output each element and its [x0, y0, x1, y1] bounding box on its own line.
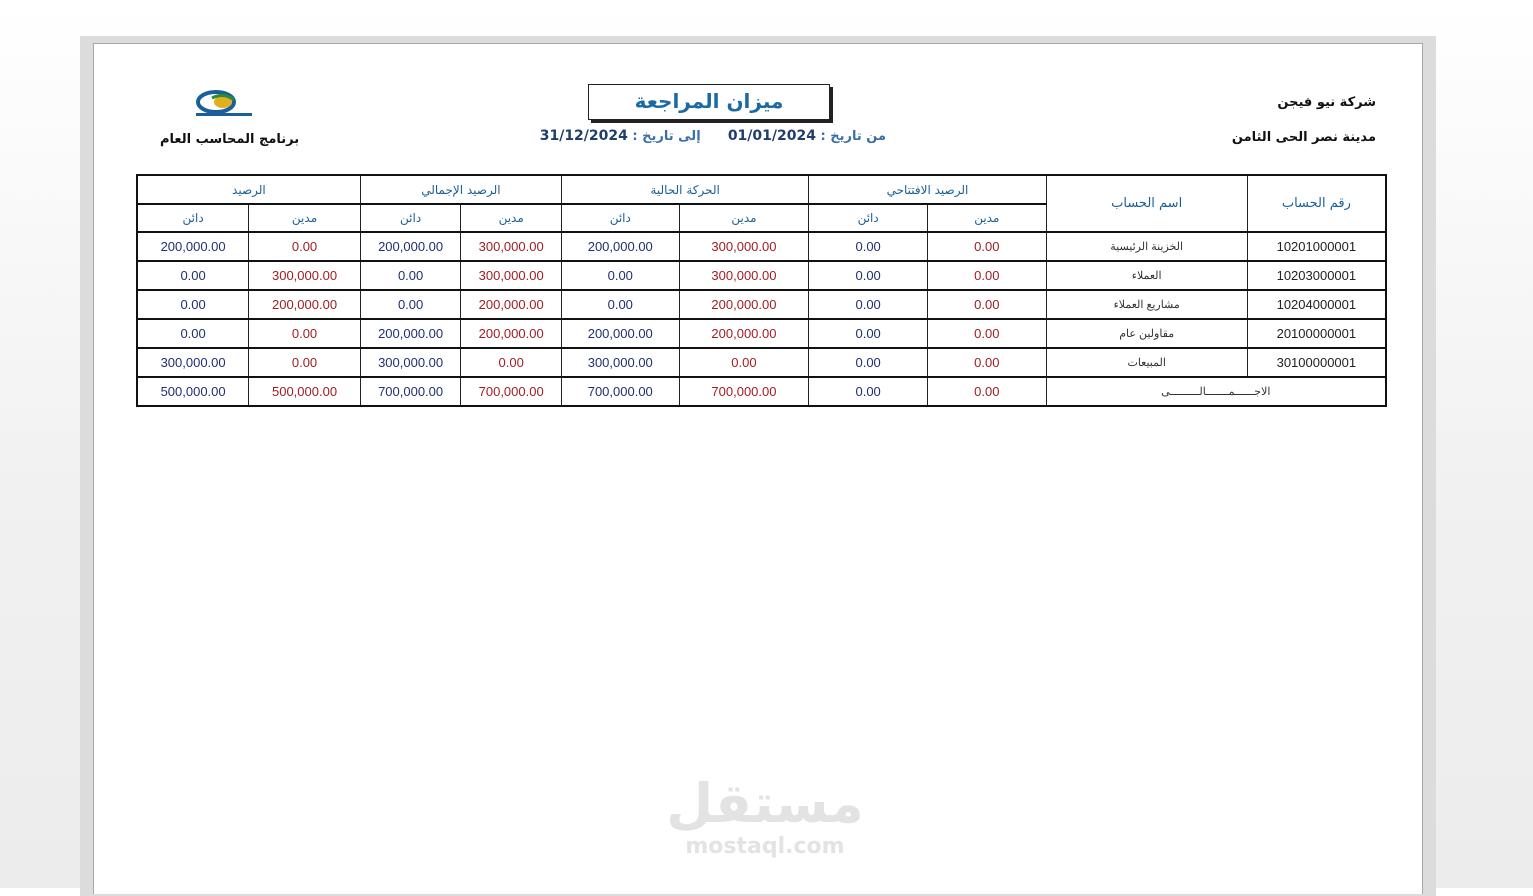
account-name: المبيعات — [1046, 348, 1247, 377]
total-credit: 0.00 — [360, 261, 461, 290]
totals-label: الاجــــــمـــــــالـــــــــى — [1046, 377, 1386, 406]
balance-credit: 0.00 — [137, 290, 249, 319]
total-balance-credit: 500,000.00 — [137, 377, 249, 406]
total-opening-debit: 0.00 — [927, 377, 1046, 406]
total-opening-credit: 0.00 — [809, 377, 928, 406]
movement-credit: 200,000.00 — [561, 319, 679, 348]
balance-debit: 200,000.00 — [249, 290, 361, 319]
opening-credit: 0.00 — [809, 232, 928, 261]
balance-debit: 300,000.00 — [249, 261, 361, 290]
movement-credit: 200,000.00 — [561, 232, 679, 261]
account-number: 10203000001 — [1247, 261, 1386, 290]
account-number: 10204000001 — [1247, 290, 1386, 319]
table-row — [137, 261, 1386, 290]
account-name: مقاولين عام — [1046, 319, 1247, 348]
balance-debit: 0.00 — [249, 319, 361, 348]
opening-debit: 0.00 — [927, 319, 1046, 348]
total-credit: 300,000.00 — [360, 348, 461, 377]
movement-debit: 300,000.00 — [679, 261, 809, 290]
total-debit: 0.00 — [461, 348, 562, 377]
col-balance-credit: دائن — [137, 204, 249, 232]
opening-credit: 0.00 — [809, 319, 928, 348]
col-opening-debit: مدين — [927, 204, 1046, 232]
balance-credit: 0.00 — [137, 261, 249, 290]
movement-debit: 200,000.00 — [679, 319, 809, 348]
watermark-url: mostaql.com — [685, 834, 845, 859]
total-balance-debit: 500,000.00 — [249, 377, 361, 406]
col-movement-debit: مدين — [679, 204, 809, 232]
table-row — [137, 319, 1386, 348]
group-total-balance: الرصيد الإجمالي — [360, 175, 561, 204]
total-total-debit: 700,000.00 — [461, 377, 562, 406]
balance-debit: 0.00 — [249, 348, 361, 377]
movement-credit: 0.00 — [561, 290, 679, 319]
col-movement-credit: دائن — [561, 204, 679, 232]
account-number: 30100000001 — [1247, 348, 1386, 377]
program-name: برنامج المحاسب العام — [160, 132, 300, 147]
account-number: 10201000001 — [1247, 232, 1386, 261]
company-address: مدينة نصر الحى الثامن — [1231, 130, 1376, 145]
opening-credit: 0.00 — [809, 290, 928, 319]
total-debit: 200,000.00 — [461, 290, 562, 319]
movement-credit: 0.00 — [561, 261, 679, 290]
report-sheet — [93, 43, 1423, 894]
company-name: شركة نيو فيجن — [1277, 95, 1376, 110]
account-name: مشاريع العملاء — [1046, 290, 1247, 319]
opening-debit: 0.00 — [927, 261, 1046, 290]
balance-credit: 300,000.00 — [137, 348, 249, 377]
to-date: 31/12/2024 — [539, 128, 628, 144]
group-opening-balance: الرصيد الافتتاحي — [809, 175, 1046, 204]
table-row — [137, 232, 1386, 261]
movement-credit: 300,000.00 — [561, 348, 679, 377]
opening-credit: 0.00 — [809, 348, 928, 377]
table-row — [137, 348, 1386, 377]
balance-debit: 0.00 — [249, 232, 361, 261]
opening-debit: 0.00 — [927, 348, 1046, 377]
report-title: ميزان المراجعة — [588, 84, 830, 120]
opening-debit: 0.00 — [927, 232, 1046, 261]
total-credit: 0.00 — [360, 290, 461, 319]
from-date: 01/01/2024 — [727, 128, 816, 144]
total-credit: 200,000.00 — [360, 232, 461, 261]
to-date-label: إلى تاريخ : — [632, 129, 701, 144]
watermark-arabic: مستقل — [666, 772, 864, 835]
movement-debit: 300,000.00 — [679, 232, 809, 261]
account-number: 20100000001 — [1247, 319, 1386, 348]
movement-debit: 0.00 — [679, 348, 809, 377]
trial-balance-table — [136, 174, 1387, 407]
col-account-number: رقم الحساب — [1247, 175, 1386, 232]
col-balance-debit: مدين — [249, 204, 361, 232]
balance-credit: 0.00 — [137, 319, 249, 348]
group-current-movement: الحركة الحالية — [561, 175, 808, 204]
col-total-credit: دائن — [360, 204, 461, 232]
from-date-label: من تاريخ : — [820, 129, 886, 144]
total-movement-debit: 700,000.00 — [679, 377, 809, 406]
movement-debit: 200,000.00 — [679, 290, 809, 319]
col-opening-credit: دائن — [809, 204, 928, 232]
table-row — [137, 290, 1386, 319]
company-logo-icon — [190, 88, 256, 120]
total-total-credit: 700,000.00 — [360, 377, 461, 406]
total-credit: 200,000.00 — [360, 319, 461, 348]
col-account-name: اسم الحساب — [1046, 175, 1247, 232]
watermark — [640, 774, 890, 860]
date-range — [539, 128, 886, 144]
opening-credit: 0.00 — [809, 261, 928, 290]
total-debit: 200,000.00 — [461, 319, 562, 348]
total-movement-credit: 700,000.00 — [561, 377, 679, 406]
opening-debit: 0.00 — [927, 290, 1046, 319]
total-debit: 300,000.00 — [461, 261, 562, 290]
account-name: العملاء — [1046, 261, 1247, 290]
totals-row — [137, 377, 1386, 406]
table-header-row — [137, 175, 1386, 204]
total-debit: 300,000.00 — [461, 232, 562, 261]
balance-credit: 200,000.00 — [137, 232, 249, 261]
group-balance: الرصيد — [137, 175, 360, 204]
col-total-debit: مدين — [461, 204, 562, 232]
account-name: الخزينة الرئيسية — [1046, 232, 1247, 261]
